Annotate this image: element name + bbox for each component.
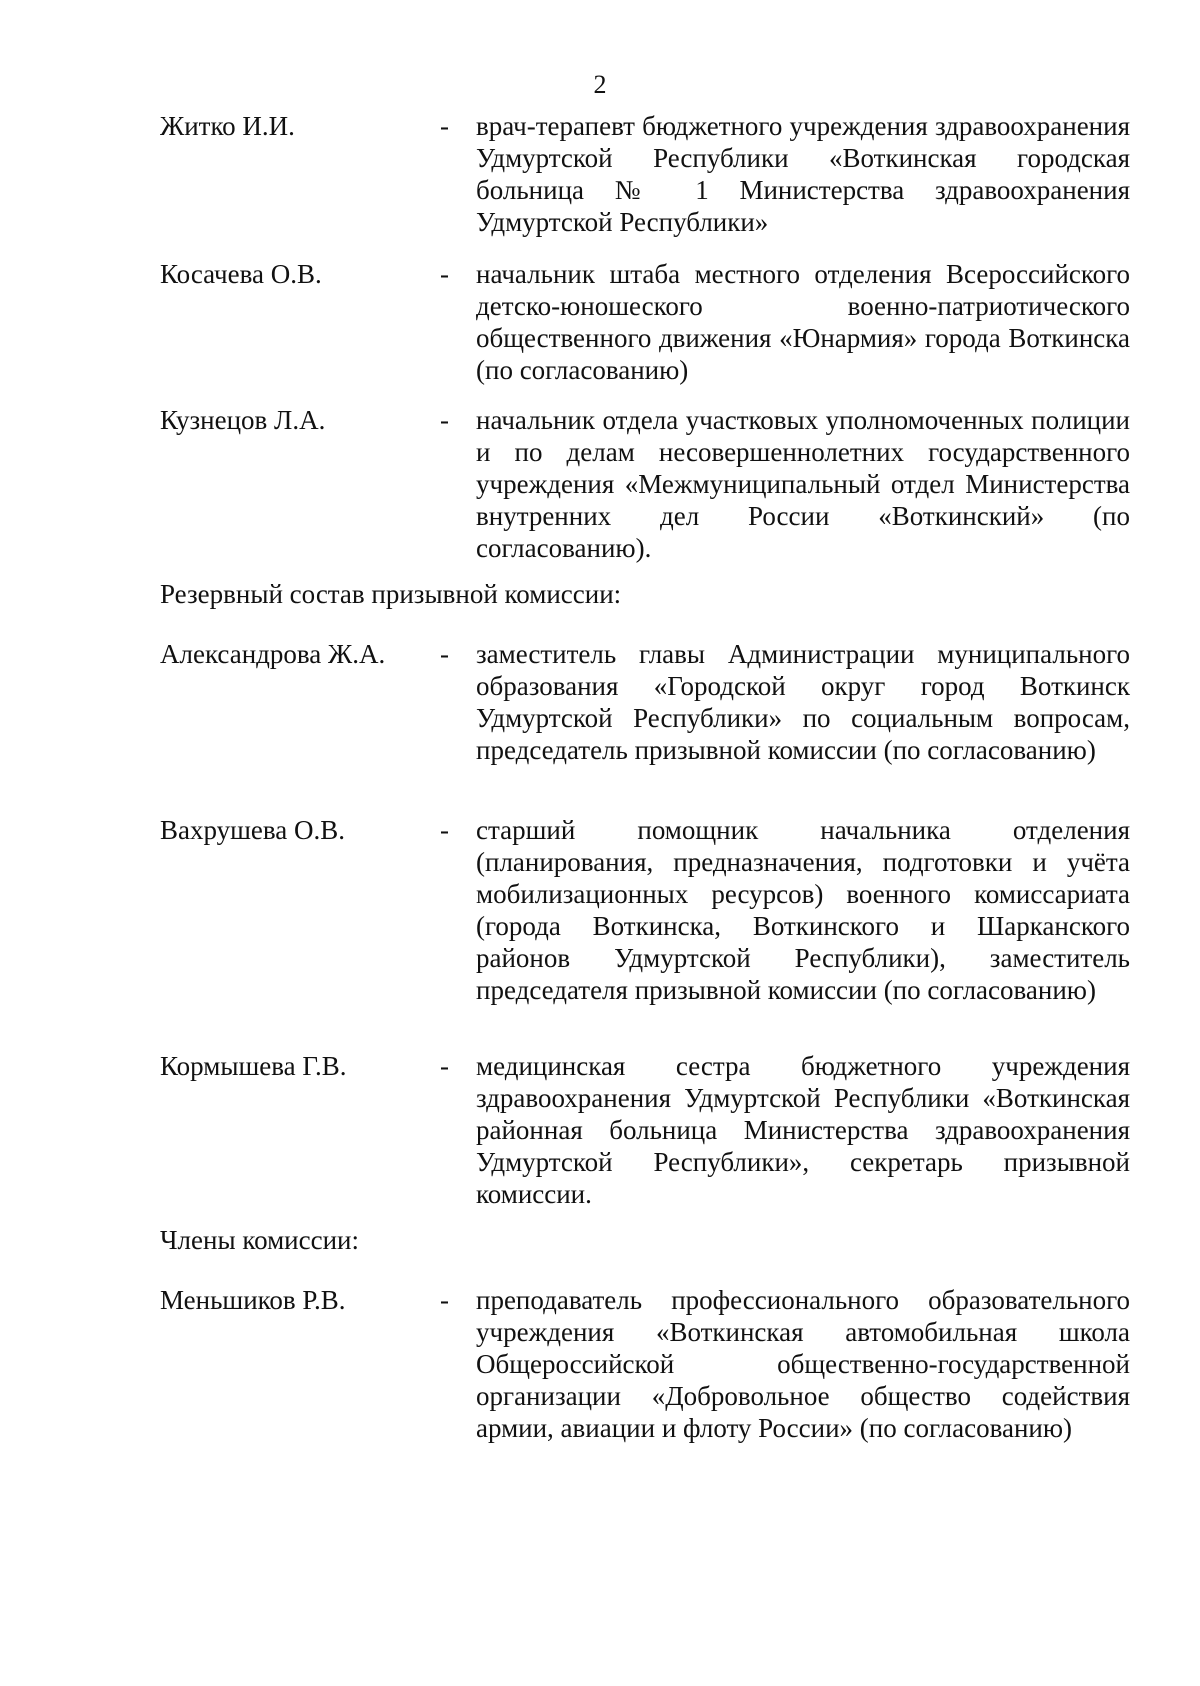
entry-zhitko (160, 110, 1130, 238)
entry-kuznetsov (160, 404, 1130, 564)
entry-vakhrusheva (160, 814, 1130, 1006)
entry-name: Вахрушева О.В. (160, 815, 346, 845)
entry-name: Кормышева Г.В. (160, 1051, 347, 1081)
entry-role: врач-терапевт бюджетного учреждения здравоохранения Удмуртской Республики «Воткинская городская больница № 1 Министерства здравоохранения Удмуртской Республики» (476, 111, 1130, 237)
entry-dash: - (440, 815, 449, 845)
entry-name: Меньшиков Р.В. (160, 1285, 346, 1315)
entry-name: Косачева О.В. (160, 259, 322, 289)
entry-dash: - (440, 1051, 449, 1081)
entry-name: Александрова Ж.А. (160, 639, 386, 669)
entry-kormysheva (160, 1050, 1130, 1210)
entry-role: медицинская сестра бюджетного учреждения здравоохранения Удмуртской Республики «Воткинская районная больница Министерства здравоохранения Удмуртской Республики», секретарь призывной комиссии. (476, 1051, 1130, 1209)
entry-dash: - (440, 405, 449, 435)
entry-role: начальник отдела участковых уполномоченных полиции и по делам несовершеннолетних государственного учреждения «Межмуниципальный отдел Министерства внутренних дел России «Воткинский» (по согласованию). (476, 405, 1130, 563)
entry-role: старший помощник начальника отделения (планирования, предназначения, подготовки и учёта мобилизационных ресурсов) военного комиссариата (города Воткинска, Воткинского и Шарканского районов Удмуртской Республики), заместитель председателя призывной комиссии (по согласованию) (476, 815, 1130, 1005)
entry-role: начальник штаба местного отделения Всероссийского детско-юношеского военно-патриотического общественного движения «Юнармия» города Воткинска (по согласованию) (476, 259, 1130, 385)
entry-dash: - (440, 639, 449, 669)
entry-dash: - (440, 1285, 449, 1315)
entry-name: Кузнецов Л.А. (160, 405, 326, 435)
entry-name: Житко И.И. (160, 111, 295, 141)
entry-role: заместитель главы Администрации муниципального образования «Городской округ город Воткинск Удмуртской Республики» по социальным вопросам, председатель призывной комиссии (по согласованию) (476, 639, 1130, 765)
entry-dash: - (440, 259, 449, 289)
reserve-heading: Резервный состав призывной комиссии: (160, 579, 622, 609)
entry-menshikov (160, 1284, 1130, 1444)
entry-aleksandrova (160, 638, 1130, 766)
entry-role: преподаватель профессионального образовательного учреждения «Воткинская автомобильная школа Общероссийской общественно-государственной организации «Добровольное общество содействия армии, авиации и флоту России» (по согласованию) (476, 1285, 1130, 1443)
entry-kosacheva (160, 258, 1130, 386)
entry-dash: - (440, 111, 449, 141)
page-number: 2 (593, 70, 607, 99)
members-heading: Члены комиссии: (160, 1225, 359, 1255)
